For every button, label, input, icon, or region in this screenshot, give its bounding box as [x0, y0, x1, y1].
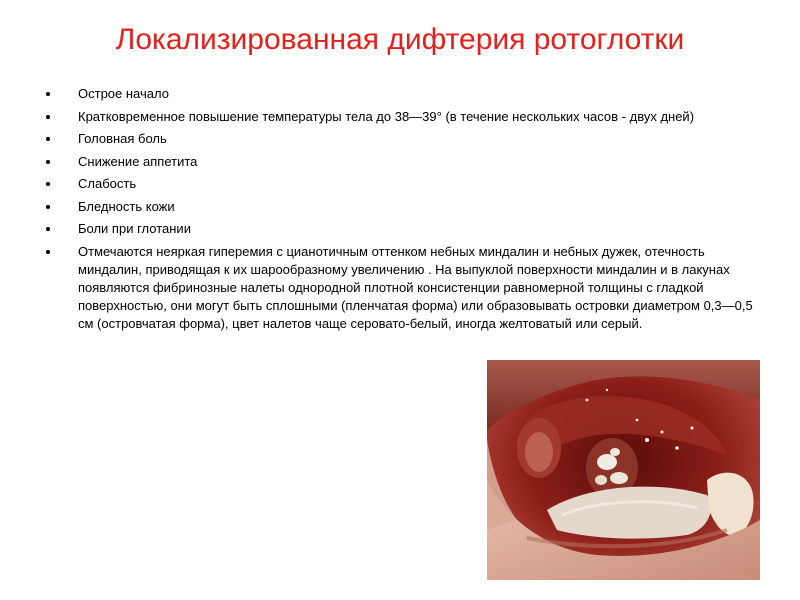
- bullet-item: [46, 85, 758, 103]
- throat-photo: [487, 360, 760, 580]
- bullet-list: [46, 85, 758, 337]
- slide-title: Локализированная дифтерия ротоглотки: [115, 23, 685, 56]
- bullet-item: [46, 108, 758, 126]
- bullet-dot-icon: [46, 182, 50, 186]
- bullet-text: Кратковременное повышение температуры тела до 38—39° (в течение нескольких часов - двух дней): [78, 108, 695, 124]
- throat-photo-illustration: [487, 360, 760, 580]
- bullet-item: [46, 243, 758, 333]
- bullet-item: [46, 220, 758, 238]
- bullet-dot-icon: [46, 250, 50, 254]
- bullet-item: [46, 175, 758, 193]
- bullet-dot-icon: [46, 115, 50, 119]
- bullet-text: Острое начало: [78, 86, 169, 101]
- bullet-text: Бледность кожи: [78, 198, 175, 214]
- bullet-item: [46, 130, 758, 148]
- bullet-dot-icon: [46, 205, 50, 209]
- bullet-text: Снижение аппетита: [78, 153, 198, 169]
- bullet-item: [46, 153, 758, 171]
- bullet-text: Головная боль: [78, 131, 167, 146]
- bullet-dot-icon: [46, 137, 50, 141]
- bullet-text: Отмечаются неяркая гиперемия с цианотичным оттенком небных миндалин и небных дужек, отечность миндалин, приводящая к их шарообразному увеличению . На выпуклой поверхности миндалин и в лакунах появляются фибринозные налеты однородной плотной консистенции равномерной толщины с гладкой поверхностью, они могут быть сплошными (пленчатая форма) или образовывать островки диаметром 0,3—0,5 см (островчатая форма), цвет налетов чаще серовато-белый, иногда желтоватый или серый.: [78, 243, 753, 331]
- bullet-text: Боли при глотании: [78, 221, 191, 236]
- bullet-item: [46, 198, 758, 216]
- bullet-text: Слабость: [78, 176, 137, 191]
- bullet-dot-icon: [46, 92, 50, 96]
- fibrinous-film: [597, 454, 617, 470]
- bullet-dot-icon: [46, 227, 50, 231]
- bullet-dot-icon: [46, 160, 50, 164]
